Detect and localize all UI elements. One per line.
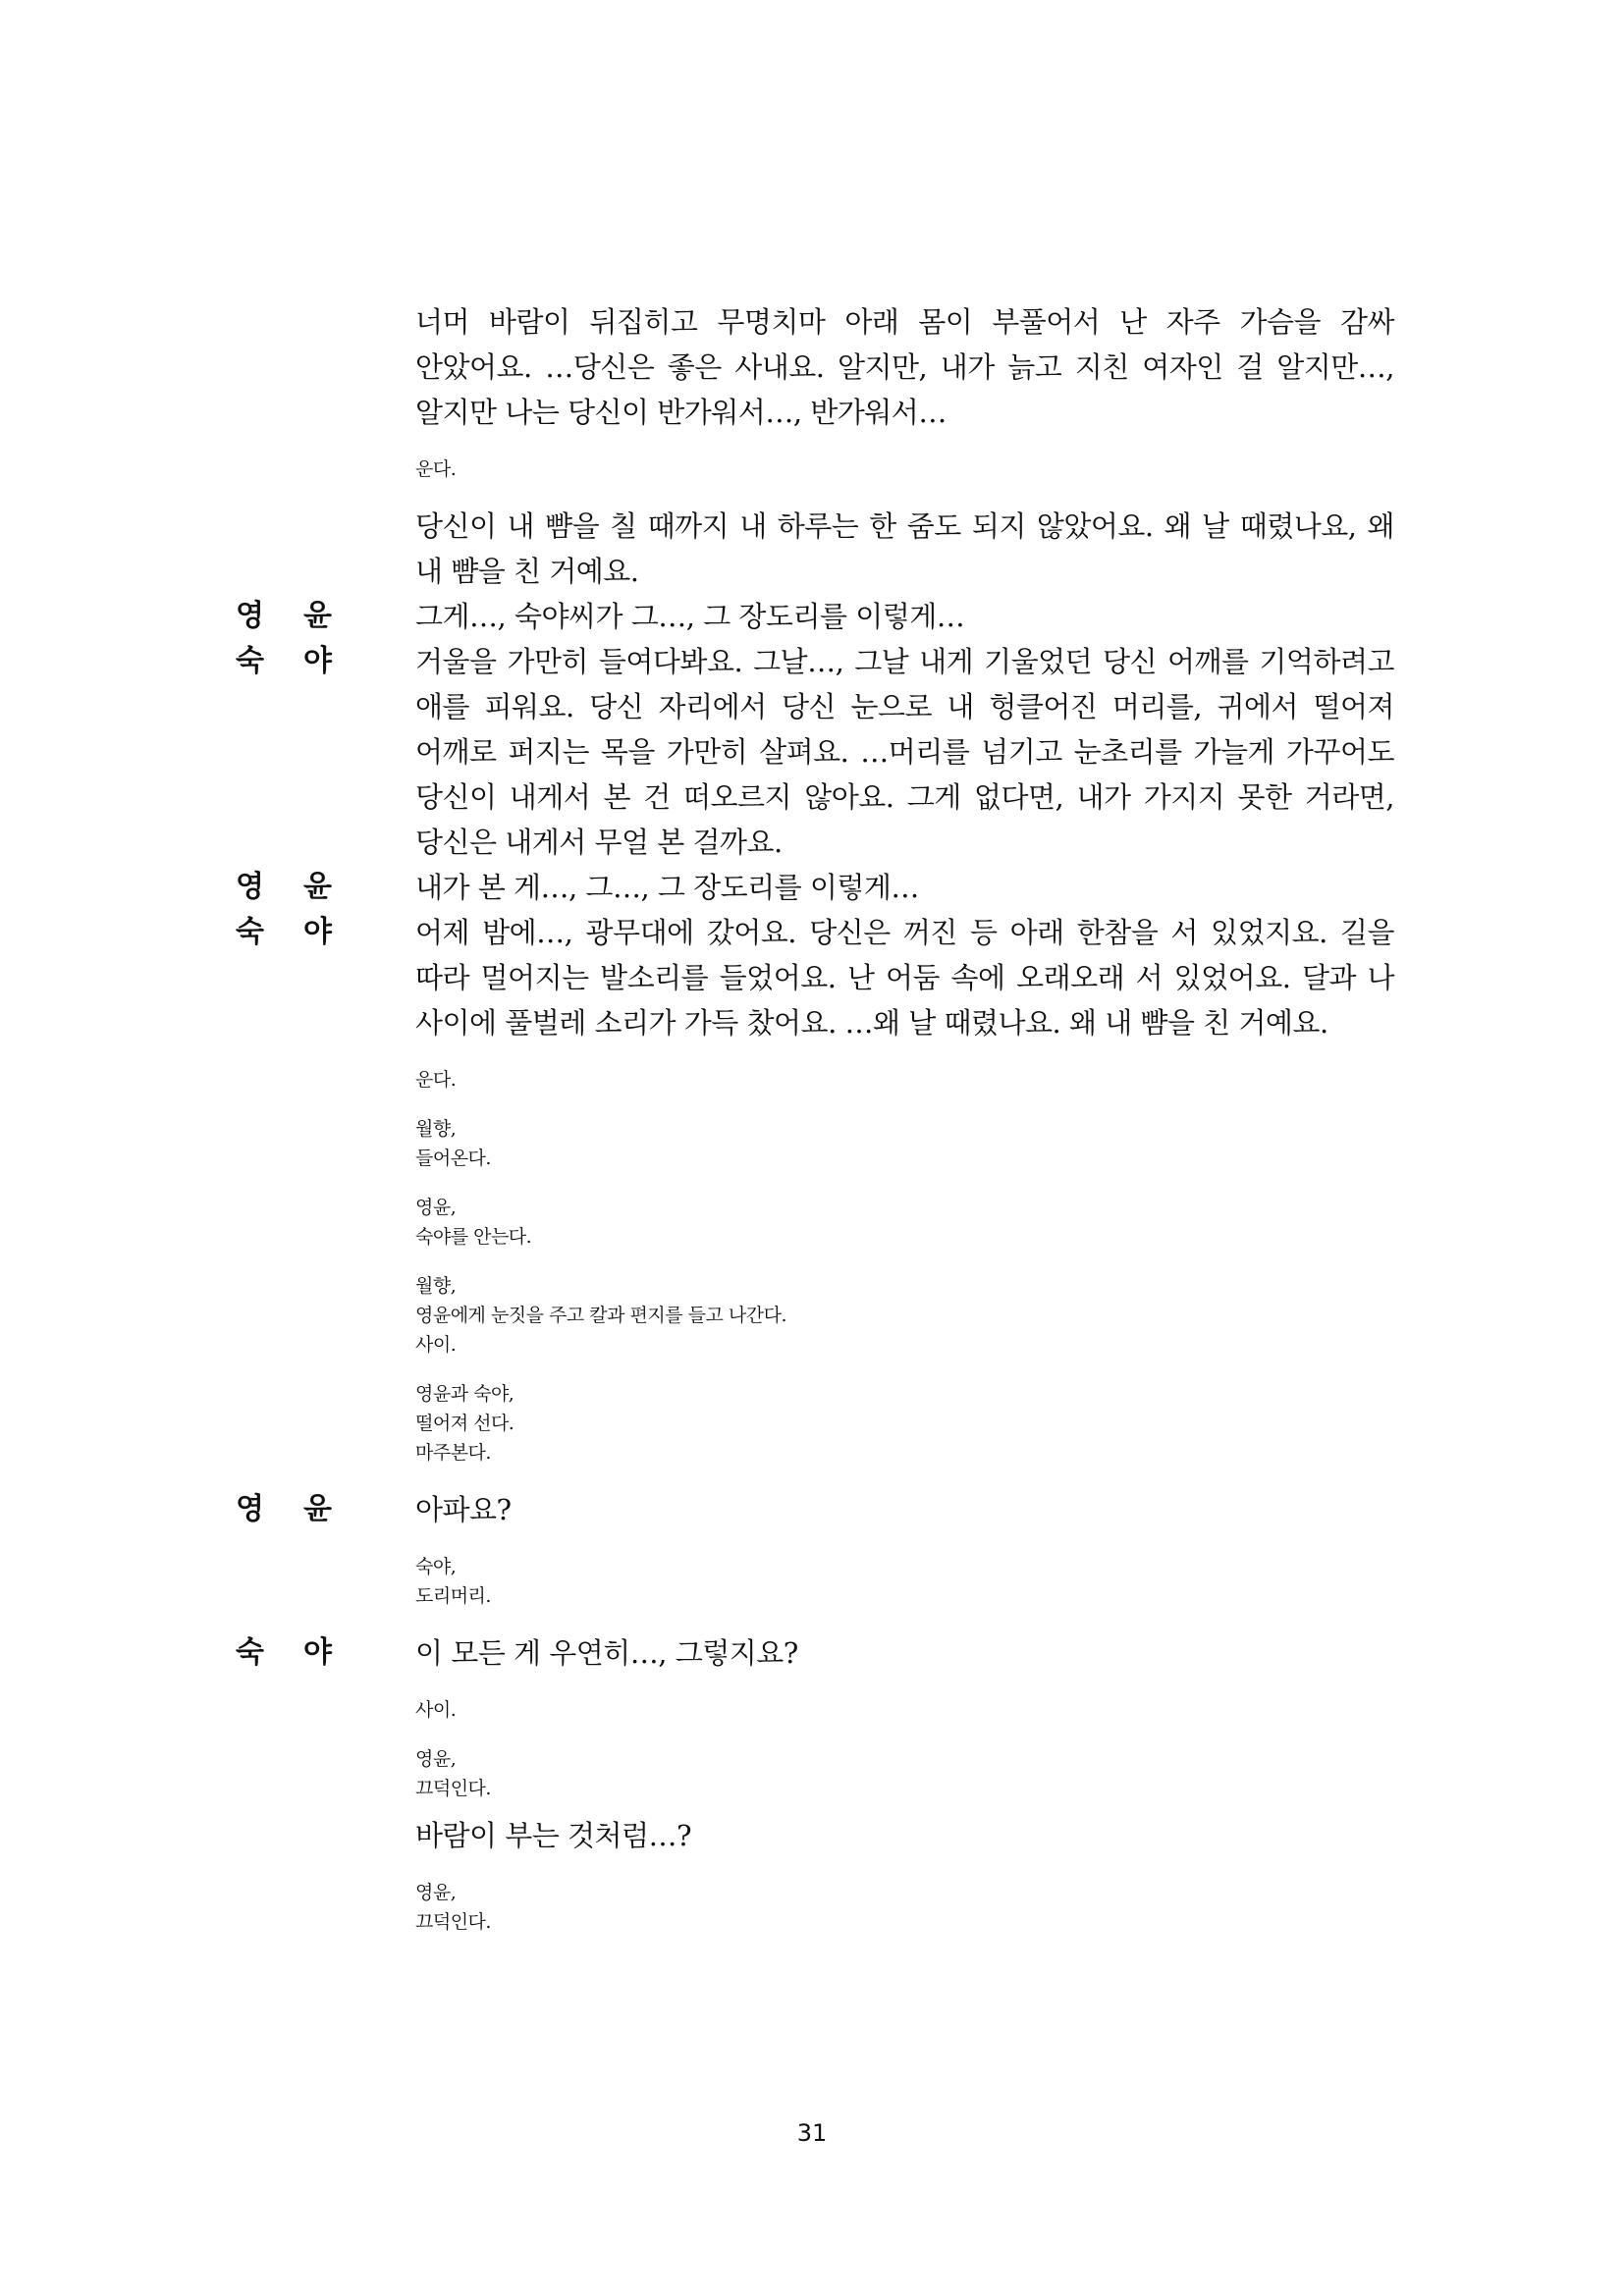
direction-line: 영윤, (415, 1882, 457, 1903)
speech-text: 어제 밤에…, 광무대에 갔어요. 당신은 꺼진 등 아래 한참을 서 있었지요. 길을 따라 멀어지는 발소리를 들었어요. 난 어둠 속에 오래오래 서 있었어요. 달과 나 사이에 풀벌레 소리가 가득 찼어요. …왜 날 때렸나요. 왜 내 뺨을 친 거예요. (415, 916, 1394, 1040)
direction-line: 끄덕인다. (415, 1778, 491, 1799)
speech-block (236, 504, 1394, 594)
speaker-name (236, 865, 415, 910)
speaker-label (236, 1630, 332, 1676)
speaker-name (236, 910, 415, 955)
speaker-label (236, 594, 332, 639)
speech-block (236, 1813, 1394, 1858)
speaker-char: 영 (236, 599, 264, 633)
stage-direction (415, 1193, 1394, 1252)
stage-direction (415, 1114, 1394, 1173)
direction-line: 월향, (415, 1118, 457, 1140)
speaker-char: 윤 (303, 599, 332, 633)
direction-line: 영윤에게 눈짓을 주고 칼과 편지를 들고 나간다. (415, 1305, 787, 1326)
speaker-label (236, 1487, 332, 1532)
speech-block (236, 299, 1394, 435)
direction-line: 운다. (415, 1069, 457, 1091)
stage-direction (415, 1271, 1394, 1360)
speaker-name (236, 639, 415, 684)
dialogue-row (236, 1487, 1394, 1532)
speaker-char: 야 (303, 644, 332, 678)
speech-text: 너머 바람이 뒤집히고 무명치마 아래 몸이 부풀어서 난 자주 가슴을 감싸 안았어요. …당신은 좋은 사내요. 알지만, 내가 늙고 지친 여자인 걸 알지만…, 알지만 나는 당신이 반가워서…, 반가워서… (415, 305, 1394, 429)
direction-line: 도리머리. (415, 1585, 491, 1607)
direction-line: 마주본다. (415, 1442, 491, 1464)
speaker-char: 영 (236, 870, 264, 904)
speaker-char: 야 (303, 915, 332, 949)
speaker-char: 윤 (303, 1492, 332, 1526)
direction-line: 사이. (415, 1334, 457, 1356)
speaker-char: 윤 (303, 870, 332, 904)
speaker-name (236, 1487, 415, 1532)
stage-direction (415, 1065, 1394, 1095)
speaker-char: 숙 (236, 644, 264, 678)
speech-text: 이 모든 게 우연히…, 그렇지요? (415, 1636, 798, 1670)
direction-line: 영윤, (415, 1748, 457, 1770)
direction-line: 영윤과 숙야, (415, 1383, 514, 1405)
direction-line: 월향, (415, 1275, 457, 1297)
speaker-char: 숙 (236, 915, 264, 949)
dialogue-row (236, 865, 1394, 910)
stage-direction (415, 1878, 1394, 1937)
speech-text: 내가 본 게…, 그…, 그 장도리를 이렇게… (415, 871, 919, 904)
speaker-char: 숙 (236, 1635, 264, 1670)
speech-text: 바람이 부는 것처럼…? (415, 1819, 692, 1852)
direction-line: 들어온다. (415, 1148, 491, 1169)
speech-text: 당신이 내 뺨을 칠 때까지 내 하루는 한 줌도 되지 않았어요. 왜 날 때렸나요, 왜 내 뺨을 친 거예요. (415, 509, 1394, 588)
stage-direction (415, 1552, 1394, 1611)
dialogue-row (236, 910, 1394, 1045)
direction-line: 숙야, (415, 1556, 457, 1577)
stage-direction (415, 1744, 1394, 1803)
stage-direction (415, 1695, 1394, 1725)
dialogue-row (236, 1630, 1394, 1676)
speaker-char: 야 (303, 1635, 332, 1670)
direction-line: 떨어져 선다. (415, 1413, 514, 1434)
speaker-label (236, 639, 332, 684)
speaker-char: 영 (236, 1492, 264, 1526)
speech-text: 그게…, 숙야씨가 그…, 그 장도리를 이렇게… (415, 600, 965, 633)
direction-line: 운다. (415, 458, 457, 480)
speaker-name (236, 594, 415, 639)
page-number: 31 (796, 2119, 828, 2147)
direction-line: 영윤, (415, 1197, 457, 1218)
speech-text: 아파요? (415, 1493, 512, 1526)
speaker-name (236, 1630, 415, 1676)
direction-line: 끄덕인다. (415, 1911, 491, 1933)
dialogue-row (236, 639, 1394, 865)
speaker-label (236, 865, 332, 910)
speech-text: 거울을 가만히 들여다봐요. 그날…, 그날 내게 기울었던 당신 어깨를 기억하려고 애를 피워요. 당신 자리에서 당신 눈으로 내 헝클어진 머리를, 귀에서 떨어져 어깨로 퍼지는 목을 가만히 살펴요. …머리를 넘기고 눈초리를 가늘게 가꾸어도 당신이 내게서 본 건 떠오르지 않아요. 그게 없다면, 내가 가지지 못한 거라면, 당신은 내게서 무얼 본 걸까요. (415, 645, 1394, 859)
speaker-label (236, 910, 332, 955)
direction-line: 숙야를 안는다. (415, 1226, 532, 1248)
dialogue-row (236, 594, 1394, 639)
stage-direction (415, 454, 1394, 484)
stage-direction (415, 1379, 1394, 1468)
direction-line: 사이. (415, 1699, 457, 1721)
script-body (236, 299, 1394, 1937)
